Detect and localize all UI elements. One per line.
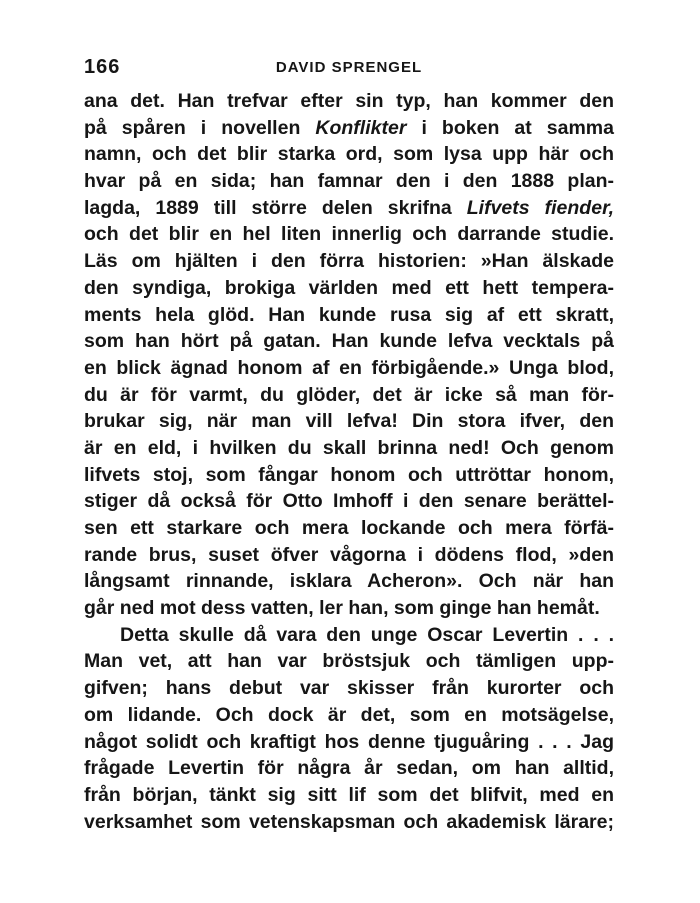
line-text: rande brus, suset öfver vågorna i dödens flod, »den <box>84 543 614 566</box>
paragraph <box>84 622 614 836</box>
page-number: 166 <box>84 56 121 78</box>
text-line <box>84 488 614 515</box>
line-text: namn, och det blir starka ord, som lysa upp här och <box>84 143 614 166</box>
text-line <box>84 595 614 622</box>
line-text: du är för varmt, du glöder, det är icke så man för- <box>84 383 614 406</box>
text-line <box>84 195 614 222</box>
text-line <box>84 302 614 329</box>
text-line <box>84 622 614 649</box>
text-line <box>84 141 614 168</box>
italic-title: Lifvets fiender, <box>466 196 614 219</box>
line-text: gifven; hans debut var skisser från kurorter och <box>84 677 614 700</box>
text-line <box>84 809 614 836</box>
text-line <box>84 702 614 729</box>
text-line <box>84 115 614 142</box>
line-text: verksamhet som vetenskapsman och akademisk lärare; <box>84 810 614 833</box>
text-line <box>84 542 614 569</box>
text-line <box>84 275 614 302</box>
line-text: en blick ägnad honom af en förbigående.» Unga blod, <box>84 356 614 379</box>
line-text: som han hört på gatan. Han kunde lefva vecktals på <box>84 330 614 353</box>
text-line <box>84 355 614 382</box>
body-text <box>84 88 614 835</box>
line-text: Detta skulle då vara den unge Oscar Levertin . . . <box>120 623 614 646</box>
italic-title: Konflikter <box>315 116 407 139</box>
text-line <box>84 221 614 248</box>
line-text: stiger då också för Otto Imhoff i den senare berättel- <box>84 490 614 513</box>
line-text: på spåren i novellen <box>84 116 316 139</box>
line-text: långsamt rinnande, isklara Acheron». Och när han <box>84 570 614 593</box>
line-text: ments hela glöd. Han kunde rusa sig af ett skratt, <box>84 303 614 326</box>
text-line <box>84 168 614 195</box>
line-text: sen ett starkare och mera lockande och mera förfä- <box>84 517 614 539</box>
text-line <box>84 648 614 675</box>
text-line <box>84 88 614 115</box>
text-line <box>84 782 614 809</box>
text-line <box>84 328 614 355</box>
paragraph <box>84 88 614 622</box>
line-text: brukar sig, när man vill lefva! Din stora ifver, den <box>84 410 614 433</box>
line-text: om lidande. Och dock är det, som en motsägelse, <box>84 703 614 726</box>
line-text: Man vet, att han var bröstsjuk och tämligen upp- <box>84 650 614 673</box>
line-text: den syndiga, brokiga världen med ett hett tempera- <box>84 276 614 299</box>
line-text: Läs om hjälten i den förra historien: »Han älskade <box>84 250 614 273</box>
text-line <box>84 408 614 435</box>
line-text: och det blir en hel liten innerlig och darrande studie. <box>84 223 614 246</box>
text-line <box>84 382 614 409</box>
text-line <box>84 435 614 462</box>
text-line <box>84 515 614 542</box>
text-line <box>84 729 614 756</box>
line-text: ana det. Han trefvar efter sin typ, han kommer den <box>84 90 614 112</box>
text-line <box>84 755 614 782</box>
line-text: frågade Levertin för några år sedan, om han alltid, <box>84 757 614 780</box>
text-line <box>84 248 614 275</box>
text-line <box>84 462 614 489</box>
text-line <box>84 675 614 702</box>
line-text: från början, tänkt sig sitt lif som det blifvit, med en <box>84 783 614 806</box>
line-text: lagda, 1889 till större delen skrifna <box>84 196 467 219</box>
line-text: är en eld, i hvilken du skall brinna ned! Och genom <box>84 436 614 459</box>
running-head: DAVID SPRENGEL <box>275 59 423 76</box>
line-text: något solidt och kraftigt hos denne tjuguåring . . . Jag <box>84 730 614 753</box>
line-text: lifvets stoj, som fångar honom och uttröttar honom, <box>84 463 614 486</box>
text-line <box>84 568 614 595</box>
page-header <box>84 56 614 86</box>
line-text: i boken at samma <box>406 116 614 139</box>
line-text: hvar på en sida; han famnar den i den 1888 plan- <box>84 170 614 193</box>
line-text: går ned mot dess vatten, ler han, som ginge han hemåt. <box>84 597 600 620</box>
